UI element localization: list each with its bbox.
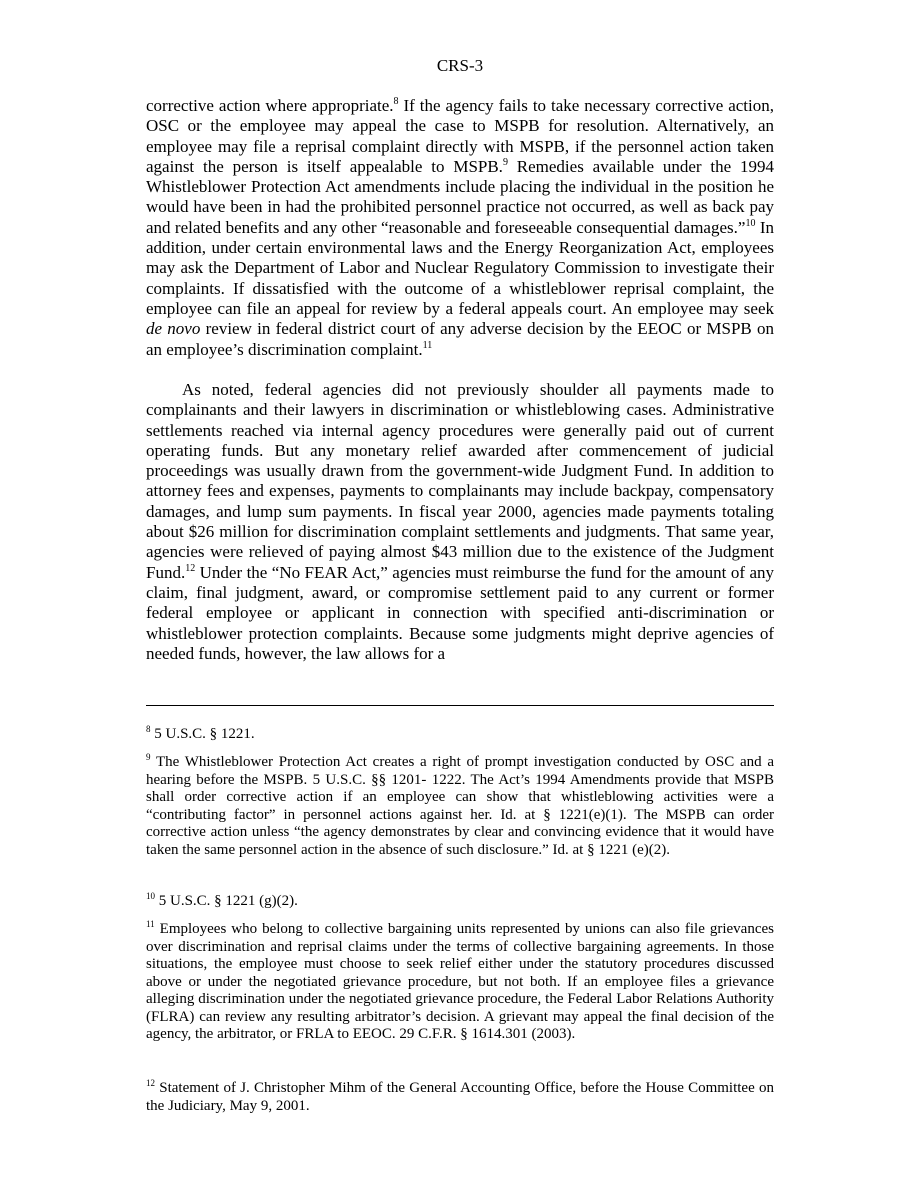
footnote-10 — [146, 893, 774, 911]
footnote-text: Employees who belong to collective bargaining units represented by unions can also file grievances over discrimination and reprisal claims under the terms of collective bargaining agreements. In those situations, the employee must choose to seek relief either under the statutory procedures discussed above or under the negotiated grievance procedure, but not both. If an employee files a grievance alleging discrimination under the negotiated grievance procedure, the Federal Labor Relations Authority (FLRA) can review any resulting arbitrator’s decision. A grievant may appeal the final decision of the agency, the arbitrator, or FRLA to EEOC. 29 C.F.R. § 1614.301 (2003). — [146, 921, 774, 1042]
footnote-ref-10: 10 — [745, 217, 756, 229]
paragraph-text: Under the “No FEAR Act,” agencies must reimburse the fund for the amount of any claim, final judgment, award, or compromise settlement paid to any current or former federal employee or applicant in connection with specified anti-discrimination or whistleblower protection complaints. Because some judgments might deprive agencies of needed funds, however, the law allows for a — [146, 562, 774, 663]
footnote-ref-9: 9 — [502, 156, 508, 168]
italic-term: de novo — [146, 319, 201, 339]
paragraph-text: In addition, under certain environmental laws and the Energy Reorganization Act, employees may ask the Department of Labor and Nuclear Regulatory Commission to investigate their complaints. If dissatisfied with the outcome of a whistleblower reprisal complaint, the employee can file an appeal for review by a federal appeals court. An employee may seek — [146, 217, 774, 318]
footnote-ref-11: 11 — [422, 339, 433, 351]
body-paragraph-2 — [146, 380, 774, 664]
paragraph-text: review in federal district court of any adverse decision by the EEOC or MSPB on an employee’s discrimination complaint. — [146, 319, 774, 359]
paragraph-text: corrective action where appropriate. — [146, 96, 394, 115]
footnote-text: 5 U.S.C. § 1221. — [150, 726, 255, 742]
footnote-text: 5 U.S.C. § 1221 (g)(2). — [155, 893, 298, 909]
footnote-9 — [146, 754, 774, 859]
footnote-separator — [146, 705, 774, 706]
paragraph-text: If the agency fails to take necessary corrective action, OSC or the employee may appeal the case to MSPB for resolution. Alternatively, an employee may file a reprisal complaint directly with MSPB, if the personnel action taken against the person is itself appealable to MSPB. — [146, 96, 774, 176]
footnote-ref-12: 12 — [185, 562, 196, 574]
footnote-11 — [146, 921, 774, 1044]
footnote-8 — [146, 726, 774, 744]
body-paragraph-1 — [146, 96, 774, 360]
footnote-marker: 9 — [146, 752, 151, 762]
paragraph-text: As noted, federal agencies did not previously shoulder all payments made to complainants and their lawyers in discrimination or whistleblowing cases. Administrative settlements reached via internal agency procedures were generally paid out of current operating funds. But any monetary relief awarded after commencement of judicial proceedings was usually drawn from the government-wide Judgment Fund. In addition to attorney fees and expenses, payments to complainants may include backpay, compensatory damages, and lump sum payments. In fiscal year 2000, agencies made payments totaling about $26 million for discrimination complaint settlements and judgments. That same year, agencies were relieved of paying almost $43 million due to the existence of the Judgment Fund. — [146, 380, 774, 582]
footnote-text: Statement of J. Christopher Mihm of the General Accounting Office, before the House Committee on the Judiciary, May 9, 2001. — [146, 1080, 774, 1114]
footnote-12 — [146, 1080, 774, 1115]
footnote-text: The Whistleblower Protection Act creates a right of prompt investigation conducted by OSC and a hearing before the MSPB. 5 U.S.C. §§ 1201- 1222. The Act’s 1994 Amendments provide that MSPB shall order corrective action if an employee can show that whistleblowing activities were a “contributing factor” in personnel actions against her. Id. at § 1221(e)(1). The MSPB can order corrective action unless “the agency demonstrates by clear and convincing evidence that it would have taken the same personnel action in the absence of such disclosure.” Id. at § 1221 (e)(2). — [146, 754, 774, 858]
footnote-marker: 8 — [146, 724, 151, 734]
footnote-marker: 10 — [146, 891, 155, 901]
footnote-ref-8: 8 — [393, 96, 399, 107]
page-number-header: CRS-3 — [436, 56, 484, 75]
footnote-marker: 11 — [146, 919, 155, 929]
paragraph-text: Remedies available under the 1994 Whistleblower Protection Act amendments include placing the individual in the position he would have been in had the prohibited personnel practice not occurred, as well as back pay and related benefits and any other “reasonable and foreseeable consequential damages.” — [146, 156, 774, 237]
footnote-marker: 12 — [146, 1078, 155, 1088]
